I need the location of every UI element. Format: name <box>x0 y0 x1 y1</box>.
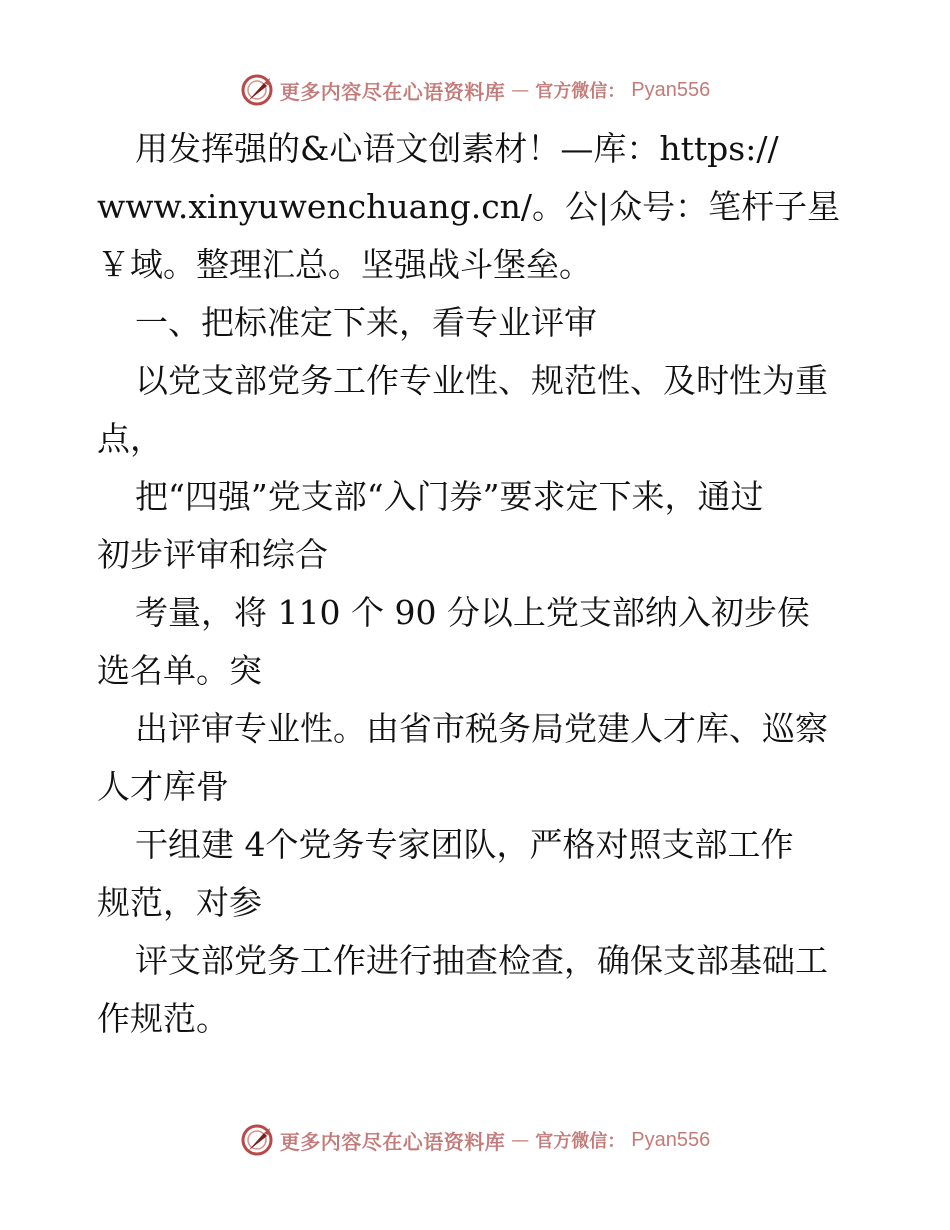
footer-slogan: 更多内容尽在心语资料库 <box>279 1129 506 1154</box>
section-heading: 一、把标准定下来，看专业评审 <box>135 303 597 342</box>
text-line: 干组建 4个党务专家团队，严格对照支部工作 <box>135 825 794 864</box>
text-line: 作规范。 <box>97 999 229 1038</box>
footer-wechat-label: 官方微信： <box>535 1131 626 1152</box>
header-slogan: 更多内容尽在心语资料库 <box>279 79 506 104</box>
feather-circle-logo-icon <box>240 73 274 107</box>
footer-banner <box>0 1120 950 1160</box>
footer-wechat-id: Pyan556 <box>631 1128 711 1151</box>
footer-separator: — <box>511 1129 530 1151</box>
text-line: ￥域。整理汇总。坚强战斗堡垒。 <box>97 245 592 284</box>
text-line: 点， <box>97 419 163 458</box>
header-wechat-id: Pyan556 <box>631 78 711 101</box>
text-line: 人才库骨 <box>97 767 229 806</box>
text-line: 选名单。突 <box>97 651 262 690</box>
text-line: 初步评审和综合 <box>97 535 328 574</box>
header-separator: — <box>511 79 530 101</box>
text-line: 用发挥强的&心语文创素材！—库：https:// <box>135 129 779 168</box>
text-line: 评支部党务工作进行抽查检查，确保支部基础工 <box>135 941 828 980</box>
document-body <box>97 120 857 1048</box>
text-line: 以党支部党务工作专业性、规范性、及时性为重 <box>135 361 828 400</box>
header-wechat-label: 官方微信： <box>535 81 626 102</box>
text-line: 把“四强”党支部“入门券”要求定下来，通过 <box>135 477 764 516</box>
header-banner <box>0 70 950 110</box>
text-line: www.xinyuwenchuang.cn/。公|众号：笔杆子星 <box>97 187 841 226</box>
text-line: 出评审专业性。由省市税务局党建人才库、巡察 <box>135 709 828 748</box>
feather-circle-logo-icon <box>240 1123 274 1157</box>
text-line: 考量，将 110 个 90 分以上党支部纳入初步侯 <box>135 593 810 632</box>
text-line: 规范，对参 <box>97 883 262 922</box>
